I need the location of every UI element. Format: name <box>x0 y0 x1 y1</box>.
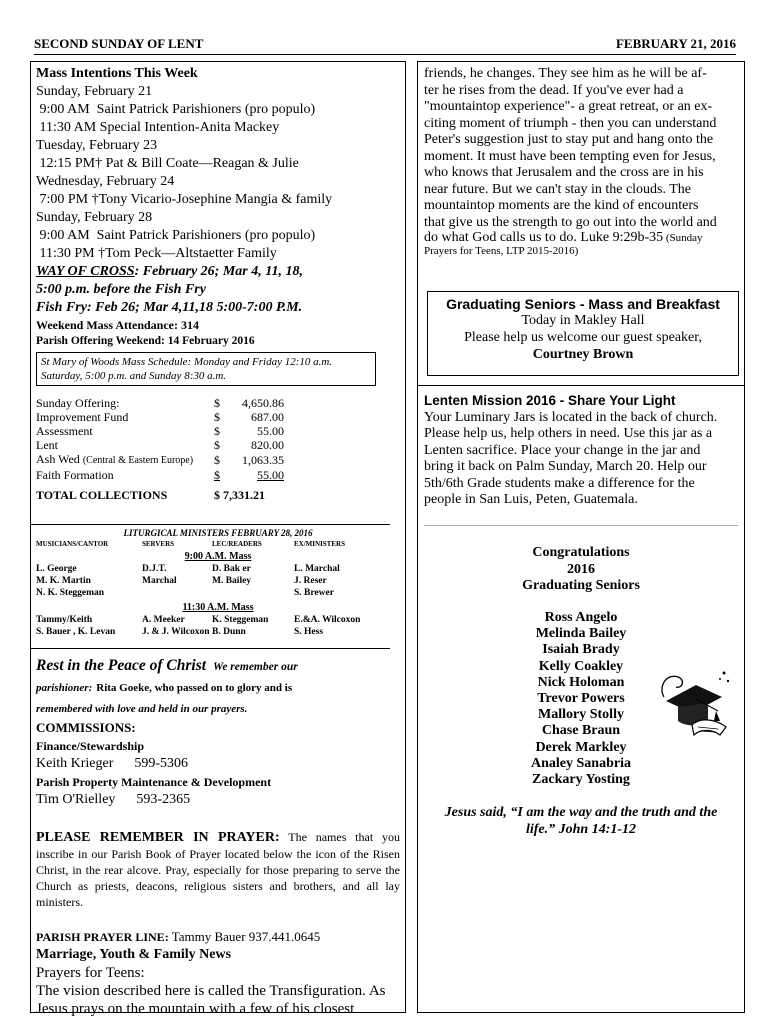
ministers-cell: S. Bauer , K. Levan <box>36 627 116 637</box>
offering-amount: 4,650.86 <box>242 396 284 410</box>
mass-intention: 11:30 PM †Tom Peck—Altstaetter Family <box>36 246 277 261</box>
rip-title: Rest in the Peace of Christ <box>36 657 207 674</box>
graduate-name: Nick Holoman <box>537 674 625 690</box>
congrats-l1: Congratulations <box>532 545 630 560</box>
woods-schedule-box: St Mary of Woods Mass Schedule: Monday and Friday 12:10 a.m. Saturday, 5:00 p.m. and Sunday 8:30 a.m. <box>36 352 376 386</box>
offering-row <box>36 424 284 438</box>
ministers-row <box>36 614 400 626</box>
mass-900-label: 9:00 A.M. Mass <box>184 551 252 562</box>
ministers-table <box>36 538 400 638</box>
quote-l1: Jesus said, “I am the way and the truth and the <box>444 805 718 820</box>
ministers-cell: M. Bailey <box>212 576 252 586</box>
offering-label <box>36 410 214 424</box>
divider <box>31 524 390 525</box>
quote-l2: life.” John 14:1-12 <box>525 822 637 837</box>
ministers-cell <box>142 587 212 599</box>
ministers-cell <box>212 587 294 599</box>
mass-intention: 11:30 AM Special Intention-Anita Mackey <box>36 120 280 135</box>
offering-label <box>36 452 214 468</box>
rip-line3: remembered with love and held in our prayers. <box>36 703 248 715</box>
way-of-cross-dates: : February 26; Mar 4, 11, 18, <box>134 264 303 279</box>
ministers-cell: J. Reser <box>294 576 327 586</box>
grad-mass-l2: Please help us welcome our guest speaker, <box>464 330 702 345</box>
ministers-cell: LEC/READERS <box>212 540 262 548</box>
teens-continued-last: do what God calls us to do. Luke 9:29b-35 <box>424 230 664 245</box>
ministers-cell: L. Marchal <box>294 564 340 574</box>
offerings-table <box>36 396 284 482</box>
right-column <box>417 61 745 1013</box>
teens-line: who knows that Jerusalem and the cross are in his <box>424 165 704 180</box>
way-of-cross-time: 5:00 p.m. before the Fish Fry <box>36 282 206 297</box>
total-label: TOTAL COLLECTIONS <box>36 488 168 502</box>
ministers-cell: L. George <box>36 564 77 574</box>
prayer-section <box>36 829 400 910</box>
offering-label <box>36 396 214 410</box>
left-column <box>30 61 406 1017</box>
prayer-line-label: PARISH PRAYER LINE: <box>36 930 169 944</box>
way-of-cross-label: WAY OF CROSS <box>36 264 135 279</box>
grad-mass-box <box>427 291 739 376</box>
teens-continued <box>424 66 738 258</box>
offering-label-text: Faith Formation <box>36 468 114 482</box>
prayer-text-1: The names that you <box>288 830 400 844</box>
graduate-name: Ross Angelo <box>544 610 618 625</box>
mass-day: Sunday, February 21 <box>36 84 153 99</box>
offering-row <box>36 410 284 424</box>
offering-row <box>36 396 284 410</box>
teens-text: The vision described here is called the Transfiguration. As Jesus prays on the mountain with a few of his closest <box>36 983 386 1017</box>
offering-note: (Central & Eastern Europe) <box>82 455 194 466</box>
offering-label-text: Lent <box>36 438 58 452</box>
teens-line: "mountaintop experience"- a great retreat, or an ex- <box>424 99 713 114</box>
teens-source-2: Prayers for Teens, LTP 2015-2016) <box>424 245 579 257</box>
ministers-cell: Marchal <box>142 576 177 586</box>
rip-t2: We remember our <box>212 661 298 673</box>
lenten-title: Lenten Mission 2016 - Share Your Light <box>424 393 676 408</box>
grad-mass-l1: Today in Makley Hall <box>521 313 645 328</box>
ministers-cell: Tammy/Keith <box>36 615 93 625</box>
teens-line: citing moment of triumph - then you can understand <box>424 115 717 131</box>
header-title: SECOND SUNDAY OF LENT <box>34 36 204 51</box>
ministers-cell: K. Steggeman <box>212 615 269 625</box>
lenten-line: 5th/6th Grade students make a difference for the <box>424 475 695 491</box>
ministers-row <box>36 626 400 638</box>
divider <box>424 525 738 526</box>
offering-row <box>36 438 284 452</box>
ministers-cell: E.&A. Wilcoxon <box>294 615 361 625</box>
grad-mass-speaker: Courtney Brown <box>532 347 634 362</box>
fish-fry: Fish Fry: Feb 26; Mar 4,11,18 5:00-7:00 P.M. <box>36 300 303 315</box>
offering-amount: 687.00 <box>251 410 284 424</box>
congrats-l3: Graduating Seniors <box>522 578 640 593</box>
commission-1: Finance/Stewardship <box>36 739 145 753</box>
ministers-cell: N. K. Steggeman <box>36 588 105 598</box>
prayer-title: PLEASE REMEMBER IN PRAYER: <box>36 830 280 845</box>
ministers-cell: A. Meeker <box>142 615 185 625</box>
ministers-cell: D. Bak er <box>212 564 251 574</box>
offering-weekend: Parish Offering Weekend: 14 February 2016 <box>36 335 255 347</box>
graduate-name: Zackary Yosting <box>532 772 630 788</box>
lenten-line: people in San Luis, Peten, Guatemala. <box>424 492 638 507</box>
offering-currency: $ <box>214 396 220 410</box>
ministers-cell: D.J.T. <box>142 564 167 574</box>
ministers-cell: S. Brewer <box>294 588 334 598</box>
teens-line: near future. But we can't stay in the clouds. The <box>424 181 692 197</box>
commissions-title: COMMISSIONS: <box>36 720 136 735</box>
mass-day: Wednesday, February 24 <box>36 174 175 189</box>
prayer-text-2: inscribe in our Parish Book of Prayer located below the icon of the Risen Christ, in the rear alcove. Pray, especially for those preparing to serve the Church as priests, deacons, religious sisters and brothers, and all lay ministers. <box>36 847 400 909</box>
lenten-line: Please help us, help others in need. Use this jar as a <box>424 426 713 441</box>
mass-day: Sunday, February 28 <box>36 210 153 225</box>
divider <box>31 648 390 649</box>
offering-currency: $ <box>214 424 220 438</box>
offering-label-text: Improvement Fund <box>36 410 129 424</box>
prayer-line <box>36 928 400 946</box>
offering-amount: 1,063.35 <box>242 453 284 467</box>
ministers-cell: MUSICIANS/CANTOR <box>36 540 109 548</box>
lenten-mission <box>424 393 738 509</box>
ministers-row <box>36 538 400 550</box>
marriage-heading: Marriage, Youth & Family News <box>36 947 232 962</box>
grad-mass-title: Graduating Seniors - Mass and Breakfast <box>446 296 720 312</box>
mass-intentions-list <box>36 83 400 263</box>
graduate-name: Melinda Bailey <box>535 626 627 642</box>
ministers-cell: J. & J. Wilcoxon <box>142 627 210 637</box>
teens-line: mountaintop moments are the kind of encounters <box>424 198 699 213</box>
ministers-row <box>36 587 400 599</box>
offering-currency: $ <box>214 468 220 482</box>
offering-amount: 820.00 <box>251 438 284 452</box>
ministers-title: LITURGICAL MINISTERS FEBRUARY 28, 2016 <box>123 528 313 538</box>
offering-currency: $ <box>214 438 220 452</box>
quote <box>418 804 744 838</box>
teens-source-1: (Sunday <box>665 232 703 244</box>
teens-line: that give us the strength to go out into the world and <box>424 214 717 230</box>
graduate-name: Derek Markley <box>535 739 627 755</box>
teens-line: Peter's suggestion just to stay put and hang onto the <box>424 132 714 147</box>
mass-intention: 9:00 AM Saint Patrick Parishioners (pro populo) <box>36 102 316 117</box>
mass-intentions-title: Mass Intentions This Week <box>36 66 198 81</box>
mass-intention: 12:15 PM† Pat & Bill Coate—Reagan & Julie <box>36 156 299 171</box>
ministers-row <box>36 563 400 575</box>
way-of-cross <box>36 263 400 281</box>
divider <box>418 385 744 386</box>
graduate-name: Isaiah Brady <box>542 642 620 658</box>
teens-line: friends, he changes. They see him as he will be af- <box>424 66 707 81</box>
ministers-cell: B. Dunn <box>212 627 246 637</box>
offering-label <box>36 468 214 482</box>
header-date: FEBRUARY 21, 2016 <box>615 36 736 51</box>
page-header <box>34 36 736 55</box>
offering-row <box>36 468 284 482</box>
offering-label <box>36 438 214 452</box>
ministers-cell: S. Hess <box>294 627 324 637</box>
ministers-cell: EX/MINISTERS <box>294 540 345 548</box>
mass-day: Tuesday, February 23 <box>36 138 158 153</box>
offering-currency: $ <box>214 410 220 424</box>
graduation-cap-diploma-icon <box>656 667 732 741</box>
rip-name: Rita Goeke, who passed on to glory and is <box>96 682 293 694</box>
teens-line: moment. It must have been tempting even for Jesus, <box>424 148 716 164</box>
commission-2-phone: Tim O'Rielley 593-2365 <box>36 792 191 807</box>
teens-line: ter he rises from the dead. If you've ever had a <box>424 82 684 98</box>
rip-line2: parishioner: <box>36 682 93 694</box>
teens-heading: Prayers for Teens: <box>36 965 145 981</box>
mass-attendance: Weekend Mass Attendance: 314 <box>36 318 199 332</box>
graduate-name: Kelly Coakley <box>538 658 624 674</box>
graduate-name: Trevor Powers <box>537 691 625 707</box>
total-collections <box>36 488 265 502</box>
offering-currency: $ <box>214 453 220 467</box>
offering-amount: 55.00 <box>257 468 284 482</box>
mass-intention: 9:00 AM Saint Patrick Parishioners (pro populo) <box>36 228 316 243</box>
congrats-l2: 2016 <box>567 561 595 577</box>
offering-row <box>36 452 284 468</box>
graduate-name: Mallory Stolly <box>538 707 624 723</box>
ministers-row <box>36 575 400 587</box>
congrats-section <box>418 545 744 595</box>
rip-section <box>36 656 400 719</box>
offering-label-text: Ash Wed <box>36 452 80 466</box>
offering-amount: 55.00 <box>257 424 284 438</box>
ministers-cell: M. K. Martin <box>36 576 91 586</box>
commission-2: Parish Property Maintenance & Development <box>36 775 272 789</box>
mass-intention: 7:00 PM †Tony Vicario-Josephine Mangia & family <box>36 192 333 207</box>
mass-1130-label: 11:30 A.M. Mass <box>182 602 254 613</box>
graduate-name: Analey Sanabria <box>531 755 631 771</box>
offering-label-text: Sunday Offering: <box>36 396 120 410</box>
total-amount: $ 7,331.21 <box>214 488 265 502</box>
ministers-cell: SERVERS <box>142 540 175 548</box>
graduate-name: Chase Braun <box>541 723 621 739</box>
lenten-line: Lenten sacrifice. Place your change in the jar and <box>424 442 701 458</box>
commission-1-phone: Keith Krieger 599-5306 <box>36 756 189 771</box>
lenten-line: Your Luminary Jars is located in the back of church. <box>424 409 718 425</box>
lenten-line: bring it back on Palm Sunday, March 20. Help our <box>424 459 707 474</box>
offering-label <box>36 424 214 438</box>
offering-label-text: Assessment <box>36 424 93 438</box>
prayer-line-value: Tammy Bauer 937.441.0645 <box>171 929 321 944</box>
